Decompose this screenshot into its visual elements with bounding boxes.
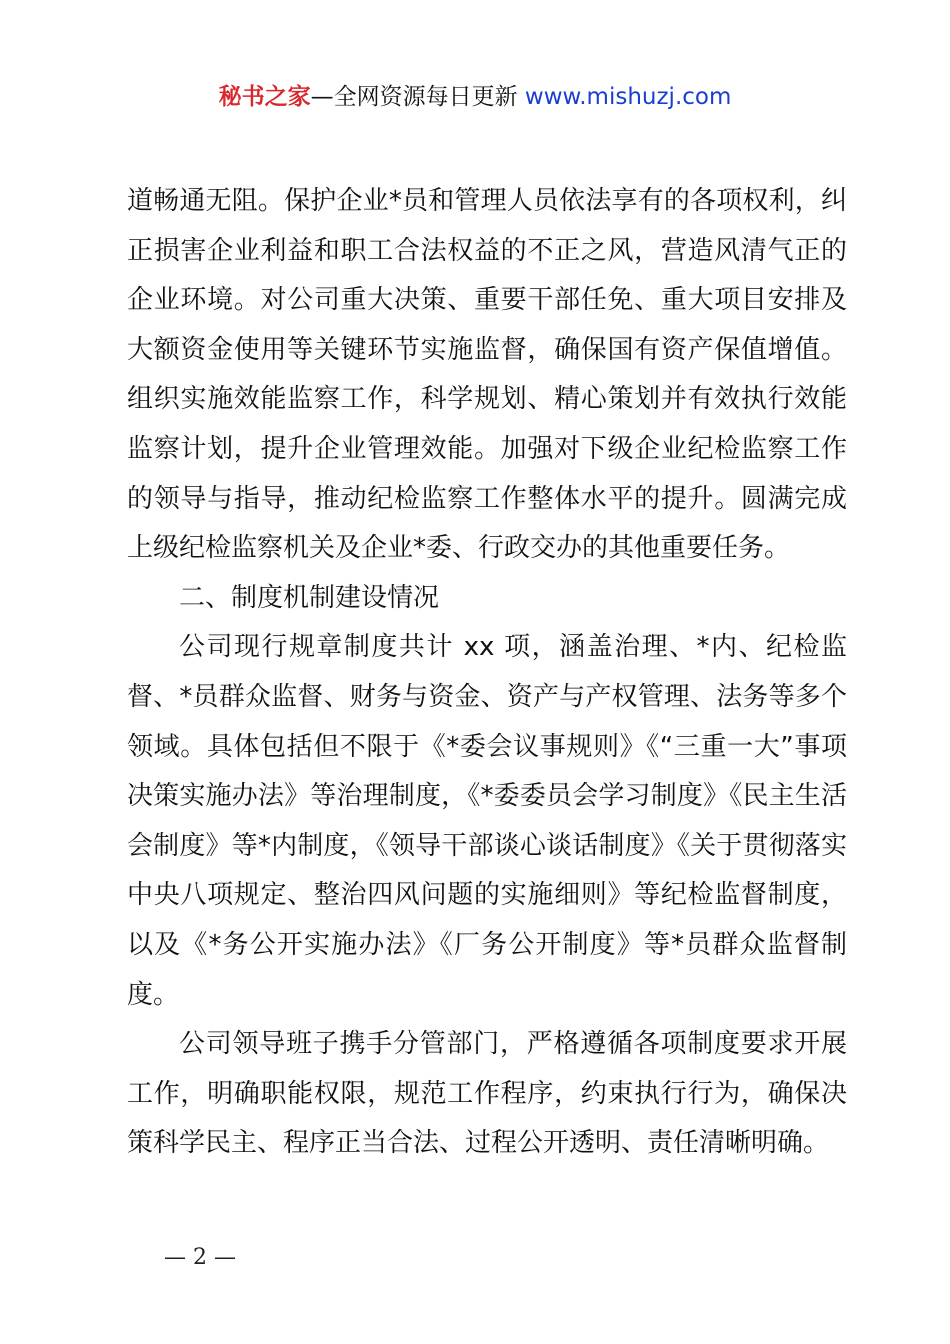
document-body (127, 177, 847, 1169)
site-brand: 秘书之家 (218, 84, 311, 110)
site-slogan: —全网资源每日更新 (310, 84, 525, 110)
site-url-link[interactable]: www.mishuzj.com (524, 84, 732, 110)
page-number: — 2 — (164, 1245, 236, 1270)
paragraph-regulations: 公司现行规章制度共计 xx 项，涵盖治理、*内、纪检监督、*员群众监督、财务与资金、资产与产权管理、法务等多个领域。具体包括但不限于《*委会议事规则》《“三重一大”事项决策实施办法》等治理制度，《*委委员会学习制度》《民主生活会制度》等*内制度，《领导干部谈心谈话制度》《关于贯彻落实中央八项规定、整治四风问题的实施细则》等纪检监督制度，以及《*务公开实施办法》《厂务公开制度》等*员群众监督制度。 (127, 632, 847, 1010)
paragraph-duties-continued: 道畅通无阻。保护企业*员和管理人员依法享有的各项权利，纠正损害企业利益和职工合法权益的不正之风，营造风清气正的企业环境。对公司重大决策、重要干部任免、重大项目安排及大额资金使用等关键环节实施监督，确保国有资产保值增值。组织实施效能监察工作，科学规划、精心策划并有效执行效能监察计划，提升企业管理效能。加强对下级企业纪检监察工作的领导与指导，推动纪检监察工作整体水平的提升。圆满完成上级纪检监察机关及企业*委、行政交办的其他重要任务。 (127, 186, 847, 564)
paragraph-leadership-compliance: 公司领导班子携手分管部门，严格遵循各项制度要求开展工作，明确职能权限，规范工作程序，约束执行行为，确保决策科学民主、程序正当合法、过程公开透明、责任清晰明确。 (127, 1029, 847, 1159)
section-heading-system-building: 二、制度机制建设情况 (179, 582, 440, 613)
site-header (0, 80, 950, 114)
